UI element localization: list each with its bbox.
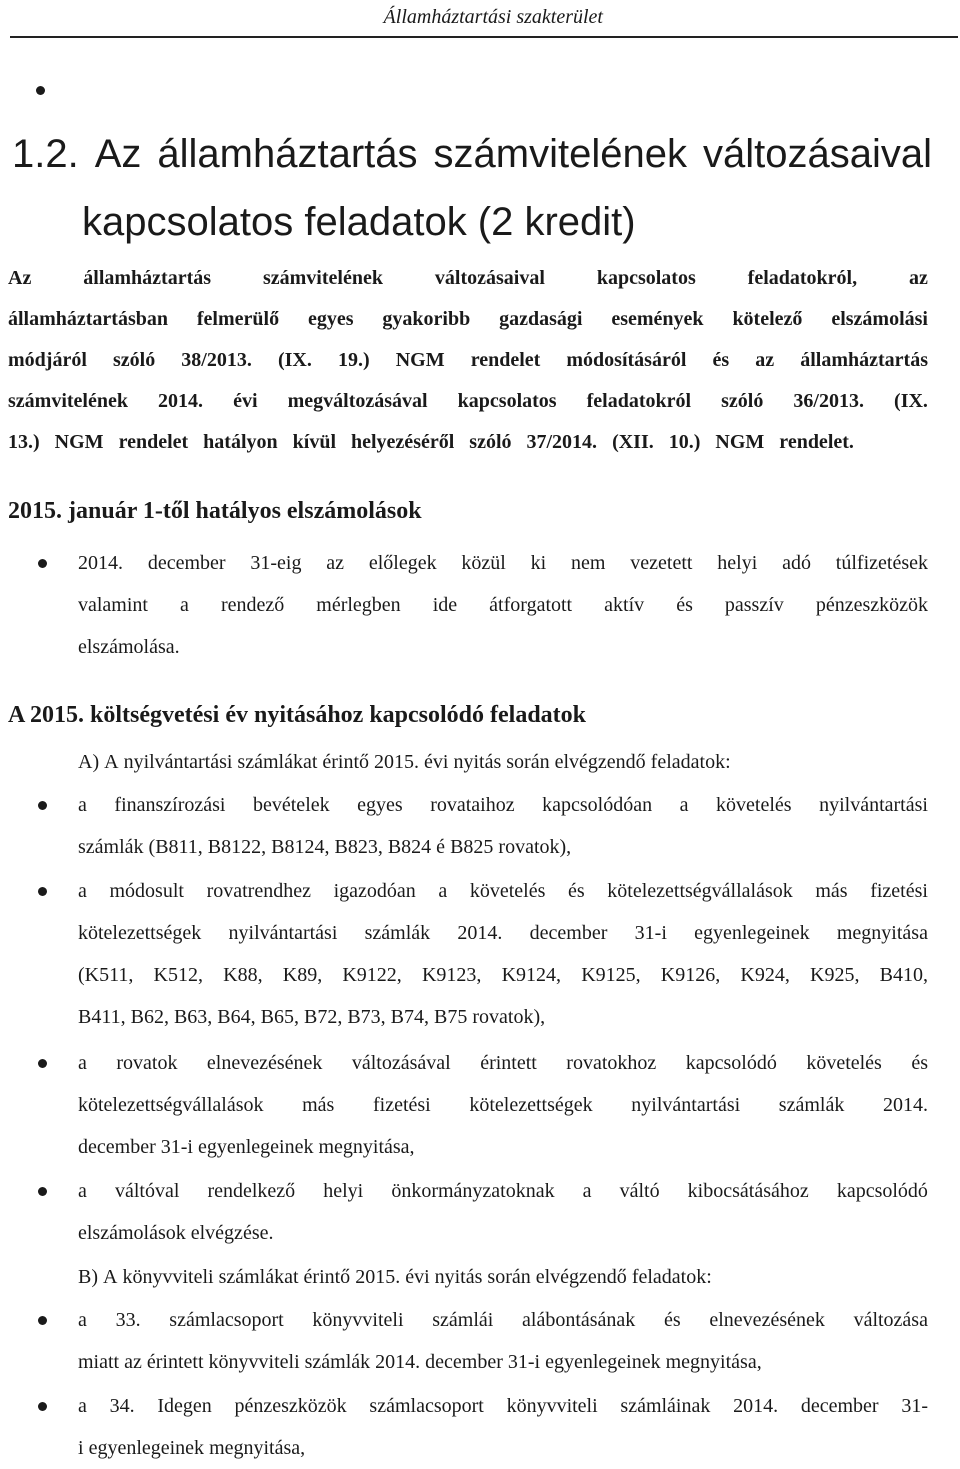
text-line	[78, 1170, 928, 1212]
word: számlacsoport	[369, 1395, 484, 1417]
word: érintett	[146, 1351, 209, 1373]
word: K9123,	[421, 964, 482, 986]
word: 38/2013.	[181, 349, 252, 371]
word: kívül	[292, 431, 341, 453]
word: 2014.	[158, 390, 204, 412]
word: ki	[530, 552, 547, 574]
word: változásával	[351, 1052, 451, 1074]
word: kapcsolatos	[457, 390, 557, 412]
word: egyenlegeinek	[88, 1437, 210, 1459]
word: számvitelének	[262, 267, 383, 289]
word: rendező	[220, 594, 285, 616]
word: önkormányzatoknak	[391, 1180, 555, 1202]
word: könyvviteli	[122, 1266, 219, 1288]
word: B75	[434, 1006, 473, 1028]
word: váltó	[619, 1180, 660, 1202]
section2-bullet	[78, 542, 928, 668]
word: megnyitása,	[318, 1136, 415, 1158]
word: nem	[571, 552, 606, 574]
section-heading	[12, 120, 932, 256]
word: kötelezettségvállalások	[607, 880, 793, 902]
word: a	[582, 1180, 592, 1202]
word: kötelezettségek	[78, 922, 202, 944]
word: 33.	[115, 1309, 141, 1331]
word: B62,	[130, 1006, 174, 1028]
word: helyi	[323, 1180, 364, 1202]
word: egyes	[357, 794, 403, 816]
word: elvégzendő	[535, 1266, 632, 1288]
word: december	[800, 1395, 879, 1417]
word: változásaival	[434, 267, 545, 289]
word: megnyitása	[836, 922, 928, 944]
word: rovatokhoz	[566, 1052, 657, 1074]
word: rovatrendhez	[206, 880, 311, 902]
text-line	[78, 912, 928, 954]
word: 31-i	[507, 1351, 546, 1373]
word: váltóval	[114, 1180, 180, 1202]
word: rendelet	[470, 349, 541, 371]
word: átforgatott	[489, 594, 573, 616]
header-title: Államháztartási szakterület	[383, 6, 603, 28]
word: NGM	[395, 349, 445, 371]
word: évi	[424, 751, 454, 773]
bullet-icon	[38, 1187, 47, 1196]
list-item	[78, 870, 928, 1038]
word: é	[436, 836, 451, 858]
word: elvégzendő	[554, 751, 651, 773]
word: módosításáról	[566, 349, 687, 371]
word: A	[104, 751, 124, 773]
word: hatályon	[203, 431, 283, 453]
word: a	[78, 794, 87, 816]
word: K9126,	[660, 964, 721, 986]
word: megváltozásával	[287, 390, 428, 412]
text-line	[78, 1126, 928, 1168]
word: követelés	[716, 794, 792, 816]
word: (B811,	[148, 836, 208, 858]
word: felmerülő	[196, 308, 280, 330]
word: a	[78, 1309, 87, 1331]
heading-word: Az	[94, 132, 142, 176]
word: és	[712, 349, 730, 371]
word: számlákat	[218, 1266, 304, 1288]
word: A)	[78, 751, 105, 773]
bullet-icon	[38, 1402, 47, 1411]
word: könyvviteli	[312, 1309, 404, 1331]
section-number: 1.2.	[12, 132, 79, 176]
word: B65,	[260, 1006, 304, 1028]
word: követelés	[469, 880, 546, 902]
word: 2014.	[882, 1094, 928, 1116]
page-header	[0, 2, 960, 36]
word: események	[611, 308, 704, 330]
word: gyakoribb	[382, 308, 471, 330]
word: gazdasági	[499, 308, 583, 330]
word: helyezéséről	[351, 431, 460, 453]
word: más	[815, 880, 848, 902]
word: módjáról	[8, 349, 87, 371]
word: rovatok),	[498, 836, 572, 858]
word: kötelezettségek	[469, 1094, 593, 1116]
word: államháztartás	[800, 349, 928, 371]
word: számláinak	[620, 1395, 711, 1417]
word: és	[568, 880, 585, 902]
word: érintett	[480, 1052, 537, 1074]
word: K925,	[810, 964, 860, 986]
word: rendelet.	[779, 431, 854, 453]
intro-line	[8, 381, 928, 422]
word: B8122,	[207, 836, 272, 858]
word: nyitás	[434, 1266, 488, 1288]
word: B74,	[390, 1006, 435, 1028]
list-item	[78, 1299, 928, 1383]
word: NGM	[54, 431, 109, 453]
word: rovatok	[116, 1052, 178, 1074]
text-line	[78, 1042, 928, 1084]
word: elnevezésének	[206, 1052, 323, 1074]
word: december	[147, 552, 226, 574]
word: 31-i	[634, 922, 667, 944]
word: a	[78, 880, 87, 902]
word: 37/2014.	[526, 431, 603, 453]
word: 2014.	[457, 922, 503, 944]
word: miatt	[78, 1351, 125, 1373]
word: kötelező	[732, 308, 803, 330]
word: B410,	[879, 964, 928, 986]
list-item	[78, 1170, 928, 1254]
word: és	[676, 594, 693, 616]
word: a	[180, 594, 189, 616]
word: B825	[450, 836, 499, 858]
word: december	[529, 922, 608, 944]
section-heading-line1	[12, 120, 932, 188]
word: számlák	[364, 922, 431, 944]
word: Idegen	[157, 1395, 212, 1417]
word: a	[78, 1180, 87, 1202]
word: államháztartás	[83, 267, 212, 289]
word: B8124,	[271, 836, 335, 858]
word: 2014.	[375, 1351, 426, 1373]
word: fizetési	[870, 880, 928, 902]
word: a	[438, 880, 448, 902]
word: nyilvántartási	[123, 751, 238, 773]
heading-word: államháztartás	[157, 132, 418, 176]
word: során	[487, 1266, 536, 1288]
text-line	[78, 870, 928, 912]
word: feladatok:	[650, 751, 731, 773]
word: és	[664, 1309, 681, 1331]
word: az	[326, 552, 345, 574]
word: követelés	[806, 1052, 882, 1074]
text-line	[78, 1084, 928, 1126]
word: B73,	[347, 1006, 391, 1028]
word: feladatokról,	[747, 267, 858, 289]
word: kapcsolódó	[685, 1052, 777, 1074]
word: változása	[853, 1309, 928, 1331]
word: számlacsoport	[169, 1309, 284, 1331]
word: fizetési	[372, 1094, 431, 1116]
text-line	[78, 826, 928, 868]
word: rovatok),	[472, 1006, 546, 1028]
word: elszámolások	[78, 1222, 191, 1244]
word: 2014.	[733, 1395, 779, 1417]
word: B)	[78, 1266, 103, 1288]
bullet-icon	[38, 1316, 47, 1325]
word: B823,	[334, 836, 388, 858]
word: egyenlegeinek	[694, 922, 810, 944]
heading-word: változásaival	[702, 132, 932, 176]
word: vezetett	[630, 552, 693, 574]
word: megnyitása,	[209, 1437, 306, 1459]
bullet-icon	[38, 887, 47, 896]
word: adó	[782, 552, 811, 574]
bullet-icon	[38, 1059, 47, 1068]
word: módosult	[109, 880, 184, 902]
section-heading-line2: kapcsolatos feladatok (2 kredit)	[82, 200, 636, 244]
word: kötelezettségvállalások	[78, 1094, 264, 1116]
word: egyenlegeinek	[197, 1136, 319, 1158]
intro-line	[8, 422, 928, 463]
word: mérlegben	[316, 594, 401, 616]
word: évi	[405, 1266, 435, 1288]
bullet-icon	[38, 559, 47, 568]
text-line	[78, 741, 928, 783]
sub-heading-a	[78, 741, 928, 783]
word: nyilvántartási	[631, 1094, 741, 1116]
section3-title: A 2015. költségvetési év nyitásához kapcsolódó feladatok	[8, 702, 587, 728]
word: előlegek	[368, 552, 437, 574]
word: B411,	[78, 1006, 131, 1028]
list-item	[78, 784, 928, 868]
word: rendelkező	[207, 1180, 296, 1202]
word: december	[78, 1136, 161, 1158]
word: bevételek	[253, 794, 330, 816]
intro-line	[8, 299, 928, 340]
word: számlái	[432, 1309, 494, 1331]
word: alábontásának	[522, 1309, 636, 1331]
word: 2015.	[374, 751, 425, 773]
word: kapcsolódóan	[542, 794, 653, 816]
bullet-icon	[38, 801, 47, 810]
word: K9122,	[342, 964, 402, 986]
word: nyilvántartási	[819, 794, 928, 816]
text-line	[78, 1212, 928, 1254]
word: a	[78, 1395, 87, 1417]
text-line	[78, 1256, 928, 1298]
word: B64,	[217, 1006, 261, 1028]
word: (IX.	[894, 390, 928, 412]
text-line	[78, 1385, 928, 1427]
word: K88,	[223, 964, 263, 986]
word: aktív	[604, 594, 645, 616]
word: szóló	[721, 390, 764, 412]
list-item	[78, 1385, 928, 1469]
word: szóló	[469, 431, 517, 453]
word: 31-i	[160, 1136, 198, 1158]
word: 34.	[109, 1395, 135, 1417]
word: rendelet	[118, 431, 194, 453]
word: túlfizetések	[835, 552, 928, 574]
text-line	[78, 996, 928, 1038]
list-item	[78, 1042, 928, 1168]
word: 19.)	[337, 349, 370, 371]
text-line	[78, 626, 928, 668]
word: december	[425, 1351, 508, 1373]
heading-word: számvitelének	[433, 132, 687, 176]
word: NGM	[715, 431, 770, 453]
text-line	[78, 542, 928, 584]
word: számlák	[304, 1351, 376, 1373]
word: során	[506, 751, 555, 773]
text-line	[78, 784, 928, 826]
text-line	[78, 584, 928, 626]
word: kapcsolódó	[836, 1180, 928, 1202]
word: K89,	[282, 964, 323, 986]
word: pénzeszközök	[234, 1395, 347, 1417]
word: 36/2013.	[793, 390, 864, 412]
word: igazodóan	[333, 880, 416, 902]
word: Az	[8, 267, 32, 289]
word: B72,	[303, 1006, 348, 1028]
word: (IX.	[277, 349, 312, 371]
word: nyilvántartási	[228, 922, 338, 944]
word: egyes	[307, 308, 354, 330]
text-line	[78, 1341, 928, 1383]
word: B824	[387, 836, 437, 858]
word: (K511,	[78, 964, 134, 986]
word: 10.)	[668, 431, 706, 453]
word: elszámolási	[831, 308, 928, 330]
word: kibocsátásához	[687, 1180, 809, 1202]
word: K924,	[740, 964, 790, 986]
word: államháztartásban	[8, 308, 168, 330]
word: kapcsolatos	[596, 267, 696, 289]
word: 31-	[901, 1395, 928, 1417]
word: más	[302, 1094, 335, 1116]
word: A	[103, 1266, 123, 1288]
word: és	[911, 1052, 928, 1074]
word: 13.)	[8, 431, 45, 453]
word: szóló	[112, 349, 156, 371]
header-rule	[10, 36, 958, 38]
word: egyenlegeinek	[545, 1351, 666, 1373]
word: pénzeszközök	[815, 594, 928, 616]
word: nyitás	[453, 751, 507, 773]
word: passzív	[724, 594, 784, 616]
word: érintő	[322, 751, 375, 773]
word: feladatok:	[631, 1266, 712, 1288]
section2-title: 2015. január 1-től hatályos elszámolások	[8, 498, 422, 524]
word: elvégzése.	[190, 1222, 274, 1244]
word: számlák	[78, 836, 149, 858]
word: rovataihoz	[430, 794, 515, 816]
word: helyi	[717, 552, 758, 574]
word: K512,	[153, 964, 203, 986]
word: a	[78, 1052, 87, 1074]
word: 2015.	[355, 1266, 406, 1288]
word: az	[755, 349, 775, 371]
word: finanszírozási	[114, 794, 226, 816]
word: elnevezésének	[709, 1309, 825, 1331]
word: könyvviteli	[506, 1395, 598, 1417]
word: könyvviteli	[208, 1351, 305, 1373]
word: az	[909, 267, 928, 289]
word: számvitelének	[8, 390, 128, 412]
word: számlákat	[237, 751, 323, 773]
word: megnyitása,	[665, 1351, 762, 1373]
word: B63,	[173, 1006, 218, 1028]
word: a	[679, 794, 689, 816]
word: valamint	[78, 594, 148, 616]
intro-paragraph	[8, 258, 928, 463]
text-line	[78, 954, 928, 996]
word: 31-eig	[250, 552, 302, 574]
text-line	[78, 1299, 928, 1341]
word: feladatokról	[586, 390, 692, 412]
text-line	[78, 1427, 928, 1469]
word: K9125,	[581, 964, 641, 986]
word: az	[124, 1351, 147, 1373]
word: közül	[461, 552, 506, 574]
word: számlák	[778, 1094, 845, 1116]
word: érintő	[303, 1266, 356, 1288]
intro-line	[8, 258, 928, 299]
word: ide	[432, 594, 458, 616]
word: (XII.	[612, 431, 659, 453]
intro-line	[8, 340, 928, 381]
empty-bullet-icon	[36, 86, 45, 95]
word: 2014.	[78, 552, 123, 574]
word: i	[78, 1437, 89, 1459]
word: K9124,	[501, 964, 562, 986]
word: elszámolása.	[78, 636, 180, 658]
sub-heading-b	[78, 1256, 928, 1298]
word: évi	[233, 390, 258, 412]
